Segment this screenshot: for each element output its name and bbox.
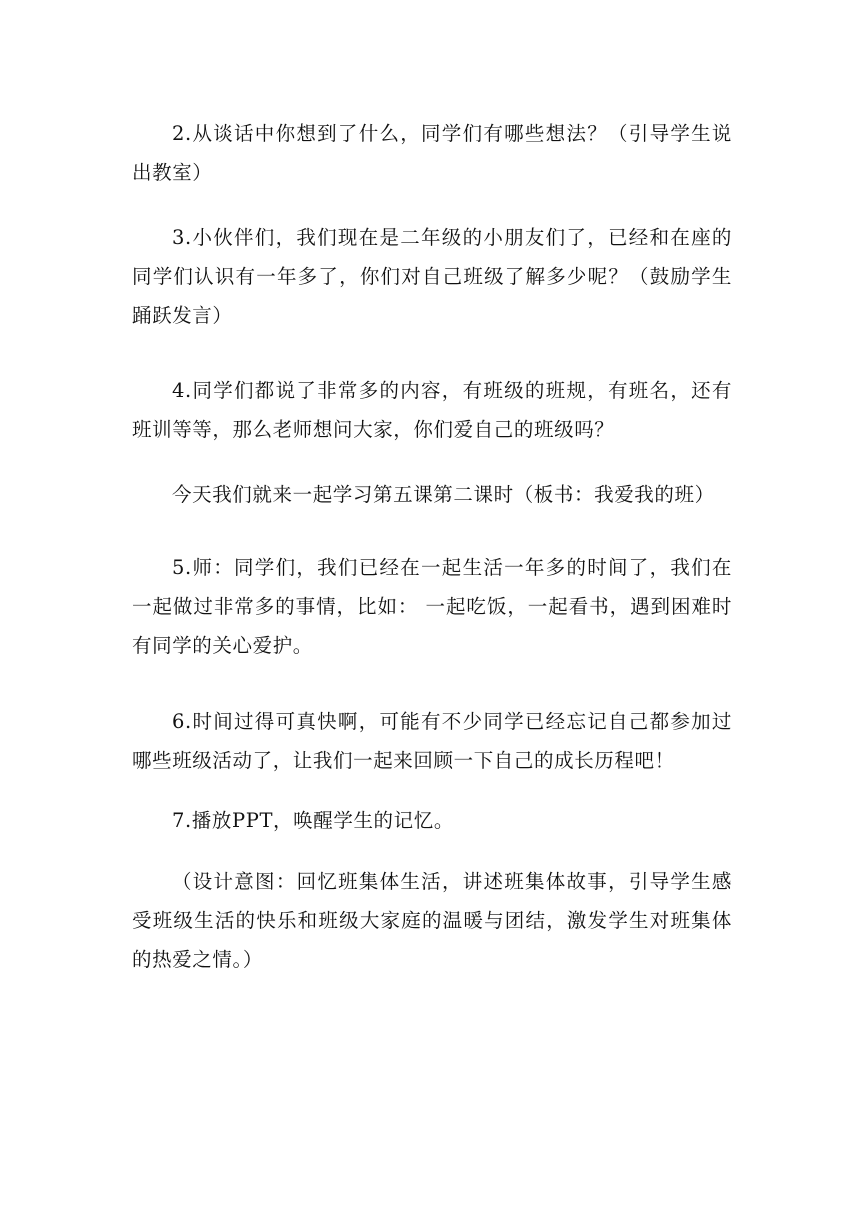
paragraph-step-7: 7.播放PPT，唤醒学生的记忆。 [172,809,454,832]
paragraph-step-6: 6.时间过得可真快啊，可能有不少同学已经忘记自己都参加过哪些班级活动了，让我们一起来回顾一下自己的成长历程吧！ [132,710,732,772]
paragraph-question-4: 4.同学们都说了非常多的内容，有班级的班规，有班名，还有班训等等，那么老师想问大家，你们爱自己的班级吗？ [132,379,732,441]
paragraph-lesson-intro: 今天我们就来一起学习第五课第二课时（板书：我爱我的班） [172,483,715,506]
paragraph-step-5: 5.师：同学们，我们已经在一起生活一年多的时间了，我们在一起做过非常多的事情，比如： 一起吃饭，一起看书，遇到困难时有同学的关心爱护。 [132,556,732,657]
paragraph-question-2: 2.从谈话中你想到了什么，同学们有哪些想法？（引导学生说出教室） [132,122,732,184]
paragraph-question-3: 3.小伙伴们，我们现在是二年级的小朋友们了，已经和在座的同学们认识有一年多了，你们对自己班级了解多少呢？（鼓励学生踊跃发言） [132,226,732,327]
paragraph-design-intent: （设计意图：回忆班集体生活，讲述班集体故事，引导学生感受班级生活的快乐和班级大家庭的温暖与团结，激发学生对班集体的热爱之情。） [132,870,732,971]
